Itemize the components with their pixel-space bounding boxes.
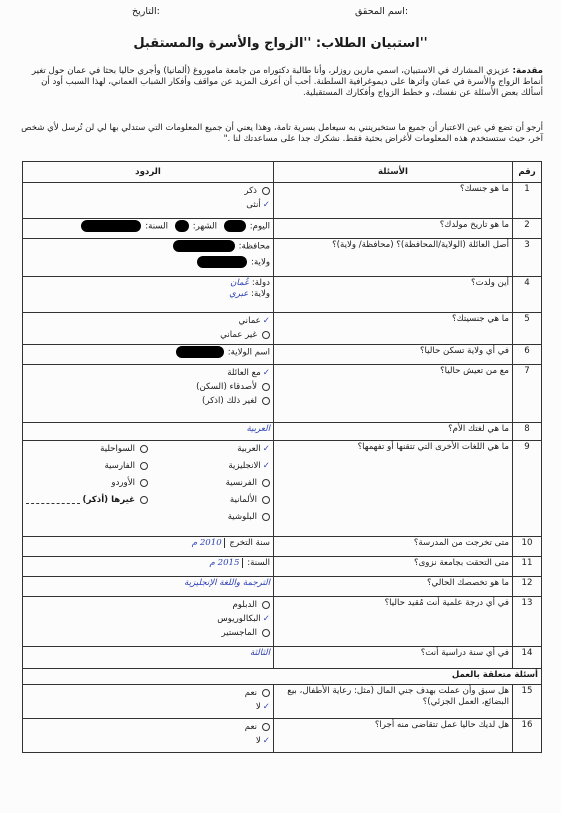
question: مع من تعيش حاليا؟: [274, 365, 513, 423]
radio-icon[interactable]: [140, 445, 148, 453]
country-label: دولة:: [251, 278, 270, 288]
table-header: [23, 162, 542, 183]
radio-icon[interactable]: [262, 601, 270, 609]
option-label: السواحلية: [100, 443, 135, 454]
option-yes[interactable]: [26, 720, 270, 734]
option-master[interactable]: [26, 626, 270, 640]
mother-tongue-value[interactable]: العربية: [246, 424, 270, 434]
question: أين ولدت؟: [274, 277, 513, 313]
option-label: مع العائلة: [227, 367, 261, 378]
fill-line[interactable]: [26, 497, 80, 504]
lang-option[interactable]: [148, 459, 270, 473]
question: في أي سنة دراسية أنت؟: [274, 647, 513, 669]
country-value[interactable]: عُمان: [230, 278, 250, 288]
month-label: الشهر:: [192, 221, 217, 232]
table-row: [23, 423, 542, 441]
grad-year-label: سنة التخرج: [224, 538, 270, 548]
wilaya-value[interactable]: عبري: [229, 289, 249, 299]
table-row: [23, 365, 542, 423]
question: ما هي اللغات الأخرى التي تتقنها أو تفهمها؟: [274, 441, 513, 537]
row-num: 11: [513, 557, 542, 577]
radio-icon[interactable]: [140, 496, 148, 504]
table-row: [23, 345, 542, 365]
option-other[interactable]: [26, 394, 270, 408]
intro-paragraph: [18, 66, 543, 99]
checkmark-icon[interactable]: ✓: [262, 315, 270, 326]
row-num: 3: [513, 239, 542, 277]
radio-icon[interactable]: [262, 723, 270, 731]
join-year-label: السنة:: [242, 558, 270, 568]
table-row: [23, 277, 542, 313]
table-row: [23, 239, 542, 277]
checkmark-icon[interactable]: ✓: [262, 460, 270, 471]
lang-option[interactable]: [148, 442, 270, 456]
option-label: عماني: [238, 315, 261, 326]
checkmark-icon[interactable]: ✓: [262, 199, 270, 210]
question: هل سبق وأن عملت بهدف جني المال (مثل: رعاية الأطفال، بيع البضائع، العمل الجزئي)؟: [274, 685, 513, 719]
option-label: نعم: [244, 721, 257, 732]
option-label: ذكر: [244, 185, 257, 196]
radio-icon[interactable]: [262, 331, 270, 339]
lang-option[interactable]: [26, 459, 148, 473]
checkmark-icon[interactable]: ✓: [262, 735, 270, 746]
row-num: 6: [513, 345, 542, 365]
option-female[interactable]: [26, 198, 270, 212]
row-num: 16: [513, 719, 542, 753]
table-row: [23, 219, 542, 239]
option-label: لغير ذلك (اذكر): [201, 395, 257, 406]
row-num: 15: [513, 685, 542, 719]
option-label: غيرها (أذكر): [82, 494, 135, 505]
row-num: 10: [513, 537, 542, 557]
option-label: أنثى: [246, 199, 261, 210]
intro-text: عزيزي المشارك في الاستبيان، اسمي مارين روزلر، وأنا طالبة دكتوراه من جامعة ماموروغ (ألمانيا) وأجري حاليا بحثا في عمان حول تغير أنماط الزواج والأسرة في عمان وأثرها على ديموغرافية السلطنة. أحب أن أعرف المزيد عن مواقف وأفكار الشباب العماني، لهذا السبب أود أن أسألك بعض الأسئلة عن نفسك، و خطط الزواج وأفكارك المستقبلية.: [31, 66, 543, 98]
table-row: [23, 685, 542, 719]
redaction: [224, 220, 246, 232]
col-num: رقم: [513, 162, 542, 183]
intro-bold: مقدمة:: [512, 66, 543, 76]
major-value[interactable]: الترجمة واللغة الإنجليزية: [184, 578, 270, 588]
lang-option[interactable]: [26, 493, 148, 507]
option-yes[interactable]: [26, 686, 270, 700]
checkmark-icon[interactable]: ✓: [262, 701, 270, 712]
answer: [23, 313, 274, 345]
table-row: [23, 647, 542, 669]
languages-grid: [26, 442, 270, 524]
option-male[interactable]: [26, 184, 270, 198]
row-num: 13: [513, 597, 542, 647]
table-row: [23, 719, 542, 753]
row-num: 7: [513, 365, 542, 423]
answer: [23, 719, 274, 753]
row-num: 12: [513, 577, 542, 597]
answer: [23, 365, 274, 423]
wilaya-label: ولاية:: [251, 257, 270, 267]
radio-icon[interactable]: [262, 689, 270, 697]
option-label: غير عماني: [220, 329, 257, 340]
row-num: 1: [513, 183, 542, 219]
wilaya-label: ولاية:: [251, 289, 270, 299]
table-row: [23, 313, 542, 345]
question: في أي ولاية تسكن حاليا؟: [274, 345, 513, 365]
answer: [23, 239, 274, 277]
option-label: لا: [255, 701, 261, 712]
checkmark-icon[interactable]: ✓: [262, 613, 270, 624]
grad-year-value[interactable]: 2010 م: [191, 538, 222, 548]
option-label: البلوشية: [227, 511, 257, 522]
radio-icon[interactable]: [140, 462, 148, 470]
governorate-label: محافظة:: [238, 241, 270, 252]
question: في أي درجة علمية أنت مُقيد حاليا؟: [274, 597, 513, 647]
redaction: [173, 240, 235, 252]
option-no[interactable]: [26, 734, 270, 748]
option-friends[interactable]: [26, 380, 270, 394]
option-bachelor[interactable]: [26, 612, 270, 626]
study-year-value[interactable]: الثالثة: [249, 648, 270, 658]
lang-option[interactable]: [26, 442, 148, 456]
option-label: الماجستير: [221, 627, 257, 638]
radio-icon[interactable]: [140, 479, 148, 487]
table-row: [23, 597, 542, 647]
option-non-omani[interactable]: [26, 328, 270, 342]
answer: [23, 219, 274, 239]
option-label: الفرنسية: [225, 477, 257, 488]
question: ما هي جنسيتك؟: [274, 313, 513, 345]
answer: [23, 183, 274, 219]
answer: [23, 423, 274, 441]
radio-icon[interactable]: [262, 383, 270, 391]
answer: [23, 577, 274, 597]
checkmark-icon[interactable]: ✓: [262, 443, 270, 454]
row-num: 4: [513, 277, 542, 313]
date-label: التاريخ:: [132, 6, 160, 17]
lang-option[interactable]: [148, 510, 270, 524]
answer: [23, 597, 274, 647]
question: هل لديك حاليا عمل تتقاضى منه أجرا؟: [274, 719, 513, 753]
questionnaire-table: [22, 161, 542, 753]
answer: [23, 685, 274, 719]
option-label: لا: [255, 735, 261, 746]
option-family[interactable]: [26, 366, 270, 380]
row-num: 14: [513, 647, 542, 669]
option-label: الأوردو: [111, 477, 135, 488]
option-label: الفارسية: [104, 460, 135, 471]
question: ما هو جنسك؟: [274, 183, 513, 219]
year-label: السنة:: [145, 221, 168, 232]
option-diploma[interactable]: [26, 598, 270, 612]
answer: [23, 537, 274, 557]
redaction: [176, 346, 224, 358]
privacy-paragraph: أرجو أن تضع في عين الاعتبار أن جميع ما ستخبرينني به سيعامل بسرية تامة، وهذا يعني أن جميع المعلومات التي ستدلي بها لي لن تُرسل لأي شخص آخر، حيث ستستخدم هذه المعلومات لأغراض بحثية فقط. نشكرك جدا على مساعدتك لنا .": [21, 123, 543, 144]
question: ما هو تخصصك الحالي؟: [274, 577, 513, 597]
radio-icon[interactable]: [262, 513, 270, 521]
redaction: [197, 256, 247, 268]
table-row: [23, 557, 542, 577]
join-year-value[interactable]: 2015 م: [209, 558, 240, 568]
table-row: [23, 441, 542, 537]
table-row: [23, 183, 542, 219]
section-row: [23, 669, 542, 685]
option-label: الانجليزية: [228, 460, 261, 471]
answer: [23, 345, 274, 365]
question: متى تخرجت من المدرسة؟: [274, 537, 513, 557]
radio-icon[interactable]: [262, 479, 270, 487]
table-row: [23, 537, 542, 557]
row-num: 9: [513, 441, 542, 537]
option-no[interactable]: [26, 700, 270, 714]
question: أصل العائلة (الولاية/المحافظة)؟ (محافظة/ ولاية)؟: [274, 239, 513, 277]
checkmark-icon[interactable]: ✓: [262, 367, 270, 378]
col-answers: الردود: [23, 162, 274, 183]
option-omani[interactable]: [26, 314, 270, 328]
answer: [23, 441, 274, 537]
option-label: الألمانية: [229, 494, 257, 505]
radio-icon[interactable]: [262, 187, 270, 195]
question: متى التحقت بجامعة نزوى؟: [274, 557, 513, 577]
option-label: العربية: [237, 443, 261, 454]
option-label: لأصدقاء (السكن): [196, 381, 257, 392]
day-label: اليوم:: [249, 221, 270, 232]
radio-icon[interactable]: [262, 629, 270, 637]
lang-option[interactable]: [26, 476, 148, 490]
interviewer-label: اسم المحقق:: [355, 6, 409, 17]
answer: [23, 277, 274, 313]
redaction: [175, 220, 189, 232]
radio-icon[interactable]: [262, 397, 270, 405]
question: ما هي لغتك الأم؟: [274, 423, 513, 441]
page-title: استبيان الطلاب: ''الزواج والأسرة والمستقبل'': [133, 36, 428, 51]
radio-icon[interactable]: [262, 496, 270, 504]
wilaya-name-label: اسم الولاية:: [227, 347, 270, 358]
row-num: 5: [513, 313, 542, 345]
answer: [23, 647, 274, 669]
table-row: [23, 577, 542, 597]
redaction: [81, 220, 141, 232]
question: ما هو تاريخ مولدك؟: [274, 219, 513, 239]
row-num: 8: [513, 423, 542, 441]
lang-option[interactable]: [148, 493, 270, 507]
option-label: نعم: [244, 687, 257, 698]
option-label: البكالوريوس: [217, 613, 261, 624]
row-num: 2: [513, 219, 542, 239]
lang-option[interactable]: [148, 476, 270, 490]
answer: [23, 557, 274, 577]
option-label: الدبلوم: [232, 599, 257, 610]
col-questions: الأسئلة: [274, 162, 513, 183]
section-title: أسئلة متعلقة بالعمل: [23, 669, 542, 685]
